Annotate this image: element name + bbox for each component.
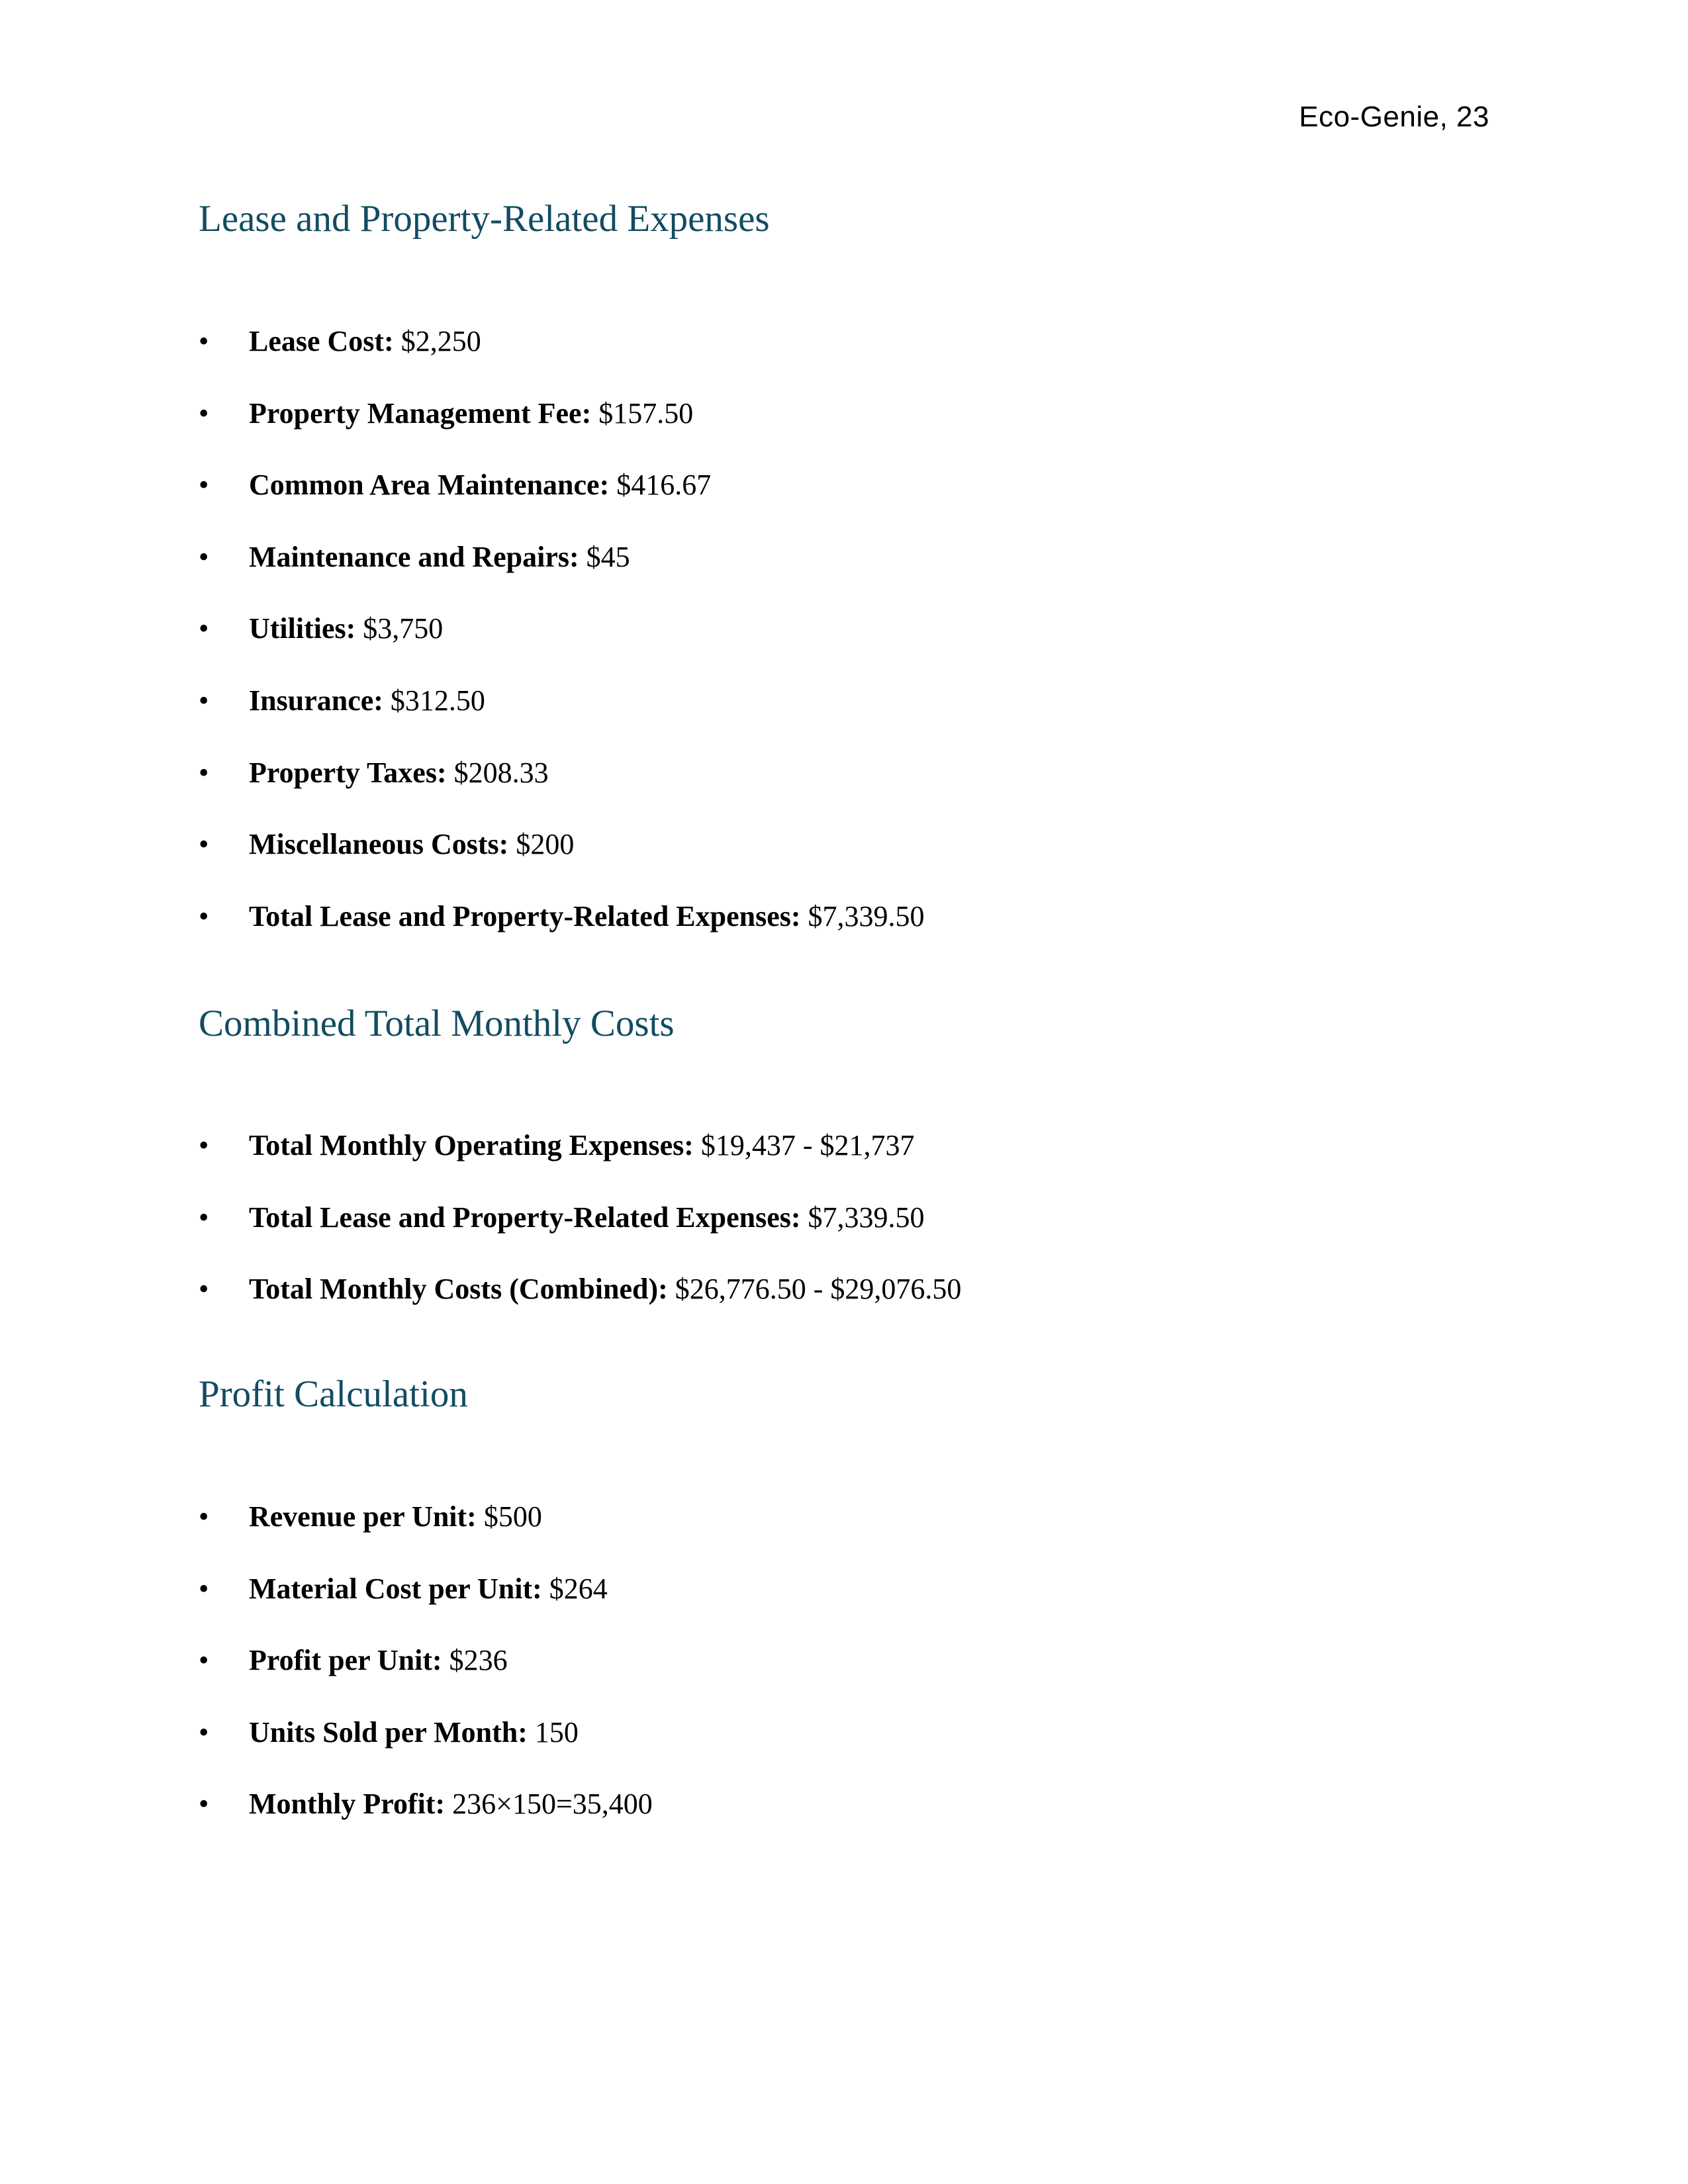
bullet-icon: • [199,684,209,717]
list-item [199,539,925,611]
item-label: Profit per Unit: [249,1644,442,1677]
item-value: $26,776.50 - $29,076.50 [667,1273,962,1306]
item-label: Property Taxes: [249,756,447,789]
section-heading: Profit Calculation [199,1373,468,1415]
list-item [199,1570,653,1643]
page-header-running-title: Eco-Genie, 23 [1299,101,1489,133]
list-item [199,1642,653,1714]
item-value: $236 [442,1644,508,1677]
bullet-icon: • [199,540,209,573]
list-item [199,1271,961,1343]
item-value: $45 [579,540,630,573]
item-value: $19,437 - $21,737 [693,1129,915,1161]
item-value: $416.67 [609,469,712,502]
bullet-icon: • [199,756,209,789]
item-value: $7,339.50 [800,1201,925,1234]
bullet-icon: • [199,1715,209,1749]
bullet-icon: • [199,1788,209,1821]
item-value: $3,750 [355,612,444,645]
list-item [199,1127,961,1199]
item-label: Insurance: [249,684,383,717]
bullet-icon: • [199,396,209,430]
item-value: $200 [508,828,575,861]
item-label: Maintenance and Repairs: [249,540,579,573]
list-item [199,1714,653,1786]
list-item [199,682,925,754]
item-label: Revenue per Unit: [249,1500,477,1533]
item-value: 236×150=35,400 [445,1788,653,1821]
bullet-icon: • [199,1201,209,1234]
item-label: Total Lease and Property-Related Expenses: [249,899,801,933]
bullet-icon: • [199,1129,209,1161]
item-label: Property Management Fee: [249,396,592,430]
item-value: $208.33 [446,756,549,789]
item-label: Utilities: [249,612,356,645]
bullet-icon: • [199,1500,209,1533]
item-label: Common Area Maintenance: [249,469,610,502]
bullet-icon: • [199,1644,209,1677]
item-value: $500 [476,1500,542,1533]
list-item [199,467,925,539]
list-item [199,826,925,898]
bullet-icon: • [199,828,209,861]
item-label: Total Monthly Costs (Combined): [249,1273,668,1306]
item-value: 150 [527,1715,579,1749]
item-label: Units Sold per Month: [249,1715,528,1749]
list-item [199,610,925,682]
section-lease-property-expenses [199,196,1489,242]
item-label: Monthly Profit: [249,1788,445,1821]
combined-costs-list [199,1127,961,1343]
item-value: $312.50 [383,684,485,717]
bullet-icon: • [199,612,209,645]
list-item [199,754,925,827]
bullet-icon: • [199,899,209,933]
section-heading: Lease and Property-Related Expenses [199,198,770,240]
list-item [199,1498,653,1570]
list-item [199,323,925,395]
bullet-icon: • [199,1273,209,1306]
item-value: $7,339.50 [800,899,925,933]
section-profit-calculation [199,1371,1489,1418]
section-heading: Combined Total Monthly Costs [199,1003,675,1044]
item-label: Total Lease and Property-Related Expenses: [249,1201,801,1234]
list-item [199,1786,653,1858]
item-label: Total Monthly Operating Expenses: [249,1129,694,1161]
list-item [199,395,925,467]
item-value: $264 [541,1572,608,1605]
bullet-icon: • [199,469,209,502]
list-item [199,898,925,970]
section-combined-monthly-costs [199,1001,1489,1047]
item-label: Material Cost per Unit: [249,1572,542,1605]
profit-calculation-list [199,1498,653,1858]
lease-expenses-list [199,323,925,970]
item-label: Miscellaneous Costs: [249,828,509,861]
item-value: $2,250 [393,325,481,357]
bullet-icon: • [199,325,209,357]
bullet-icon: • [199,1572,209,1605]
item-label: Lease Cost: [249,325,394,357]
list-item [199,1199,961,1271]
item-value: $157.50 [591,396,694,430]
